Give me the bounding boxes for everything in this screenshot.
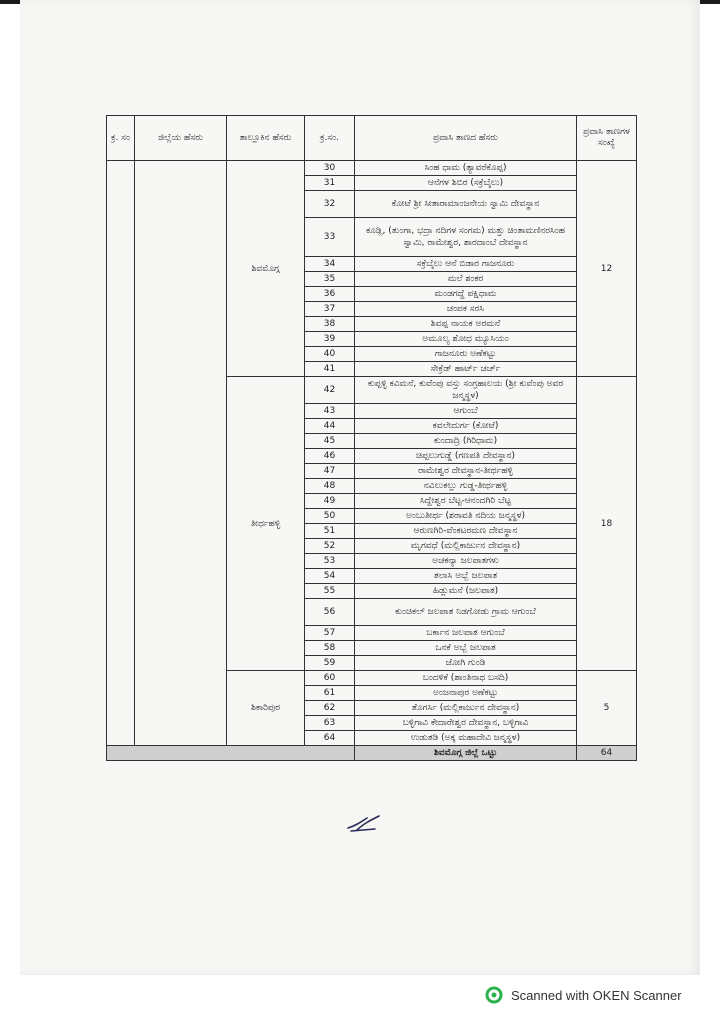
place-name-cell: ಆಗುಂಬೆ (355, 404, 577, 419)
district-cell (135, 161, 227, 746)
item-no-cell: 40 (305, 347, 355, 362)
item-no-cell: 35 (305, 272, 355, 287)
place-name-cell: ಜೋಗಿ ಗುಂಡಿ (355, 656, 577, 671)
item-no-cell: 50 (305, 509, 355, 524)
place-name-cell: ಅಂಜನಾಪುರ ಅಣೆಕಟ್ಟು (355, 686, 577, 701)
item-no-cell: 39 (305, 332, 355, 347)
item-no-cell: 60 (305, 671, 355, 686)
taluk-cell: ಶಿಕಾರಿಪುರ (227, 671, 305, 746)
item-no-cell: 63 (305, 716, 355, 731)
tourist-places-table (106, 115, 637, 761)
item-no-cell: 32 (305, 191, 355, 218)
item-no-cell: 37 (305, 302, 355, 317)
place-name-cell: ಉಡುತಡಿ (ಅಕ್ಕ ಮಹಾದೇವಿ ಜನ್ಮಸ್ಥಳ) (355, 731, 577, 746)
item-no-cell: 45 (305, 434, 355, 449)
total-label-cell: ಶಿವಮೊಗ್ಗ ಜಿಲ್ಲೆ ಒಟ್ಟು (355, 746, 577, 761)
item-no-cell: 57 (305, 626, 355, 641)
place-name-cell: ಸಕ್ರೆಬೈಲು ಆನೆ ಬಿಡಾರ ಗಾಜನೂರು (355, 257, 577, 272)
place-name-cell: ಸೇಕ್ರೆಡ್ ಹಾರ್ಟ್ ಚರ್ಚ್ (355, 362, 577, 377)
total-count-cell: 64 (577, 746, 637, 761)
total-row (107, 746, 637, 761)
place-name-cell: ಕೂಡ್ಲಿ, (ತುಂಗಾ, ಭದ್ರಾ ನದಿಗಳ ಸಂಗಮ) ಮತ್ತು ಚಿಂತಾಮಣಿನರಸಿಂಹ ಸ್ವಾಮಿ, ರಾಮೇಶ್ವರ, ಶಾರದಾಂಬೆ ದೇವಸ್ಥಾನ (355, 218, 577, 257)
item-no-cell: 48 (305, 479, 355, 494)
item-no-cell: 31 (305, 176, 355, 191)
scanner-watermark-text: Scanned with OKEN Scanner (511, 987, 682, 1003)
item-no-cell: 55 (305, 584, 355, 599)
place-name-cell: ಕವಲೇದುರ್ಗ (ಕೋಟೆ) (355, 419, 577, 434)
place-name-cell: ರಾಮೇಶ್ವರ ದೇವಸ್ಥಾನ-ತೀರ್ಥಹಳ್ಳಿ (355, 464, 577, 479)
taluk-count-cell: 12 (577, 161, 637, 377)
item-no-cell: 59 (305, 656, 355, 671)
item-no-cell: 47 (305, 464, 355, 479)
place-name-cell: ಕುಪ್ಪಳ್ಳಿ ಕವಿಮನೆ, ಕುವೆಂಪು ವಸ್ತು ಸಂಗ್ರಹಾಲಯ (ಶ್ರೀ ಕುವೆಂಪು ಅವರ ಜನ್ಮಸ್ಥಳ) (355, 377, 577, 404)
item-no-cell: 58 (305, 641, 355, 656)
place-name-cell: ಕುಂಚಿಕಲ್ ಜಲಪಾತ ನಿಡಗೋಡು ಗ್ರಾಮ ಆಗುಂಬೆ (355, 599, 577, 626)
place-name-cell: ಅಚಕನ್ಯಾ ಜಲಪಾತಗಳು (355, 554, 577, 569)
item-no-cell: 64 (305, 731, 355, 746)
item-no-cell: 52 (305, 539, 355, 554)
item-no-cell: 41 (305, 362, 355, 377)
place-name-cell: ಕೋಟೆ ಶ್ರೀ ಸೀತಾರಾಮಾಂಜನೇಯ ಸ್ವಾಮಿ ದೇವಸ್ಥಾನ (355, 191, 577, 218)
place-name-cell: ಕುಂದಾದ್ರಿ (ಗಿರಿಧಾಮ) (355, 434, 577, 449)
item-no-cell: 34 (305, 257, 355, 272)
place-name-cell: ಅಮೂಲ್ಯ ಶೋಧ ಮ್ಯೂಸಿಯಂ (355, 332, 577, 347)
item-no-cell: 61 (305, 686, 355, 701)
header-place-count: ಪ್ರವಾಸಿ ತಾಣಗಳ ಸಂಖ್ಯೆ (577, 116, 637, 161)
item-no-cell: 62 (305, 701, 355, 716)
item-no-cell: 30 (305, 161, 355, 176)
place-name-cell: ಹಿಡ್ಲುಮನೆ (ಜಲಪಾತ) (355, 584, 577, 599)
taluk-count-cell: 5 (577, 671, 637, 746)
item-no-cell: 54 (305, 569, 355, 584)
place-name-cell: ತಲಾಸಿ ಅಬ್ಬೆ ಜಲಪಾತ (355, 569, 577, 584)
table-row (107, 161, 637, 176)
sl-no-cell (107, 161, 135, 746)
place-name-cell: ಬಂದಳಿಕೆ (ಶಾಂತಿನಾಥ ಬಸದಿ) (355, 671, 577, 686)
item-no-cell: 42 (305, 377, 355, 404)
header-district: ಜಿಲ್ಲೆಯ ಹೆಸರು (135, 116, 227, 161)
place-name-cell: ಸಿಂಹ ಧಾಮ (ತ್ಯಾವರೆಕೊಪ್ಪ) (355, 161, 577, 176)
header-taluk: ತಾಲ್ಲೂಕಿನ ಹೆಸರು (227, 116, 305, 161)
header-item-no: ಕ್ರ.ಸಂ. (305, 116, 355, 161)
total-blank-cell (107, 746, 355, 761)
item-no-cell: 38 (305, 317, 355, 332)
place-name-cell: ತೊಗರ್ಸಿ (ಮಲ್ಲಿಕಾರ್ಜುನ ದೇವಸ್ಥಾನ) (355, 701, 577, 716)
place-name-cell: ಅಂಬುತೀರ್ಥ (ಶರಾವತಿ ನದಿಯ ಜನ್ಮಸ್ಥಳ) (355, 509, 577, 524)
item-no-cell: 51 (305, 524, 355, 539)
oken-logo-icon (485, 986, 503, 1004)
taluk-count-cell: 18 (577, 377, 637, 671)
place-name-cell: ಮಂಡಗದ್ದೆ ಪಕ್ಷಿಧಾಮ (355, 287, 577, 302)
item-no-cell: 56 (305, 599, 355, 626)
header-place-name: ಪ್ರವಾಸಿ ತಾಣದ ಹೆಸರು (355, 116, 577, 161)
place-name-cell: ಸಿದ್ದೇಶ್ವರ ಬೆಟ್ಟ-ಆನಂದಗಿರಿ ಬೆಟ್ಟ (355, 494, 577, 509)
item-no-cell: 33 (305, 218, 355, 257)
item-no-cell: 44 (305, 419, 355, 434)
place-name-cell: ಗಾಜನೂರು ಅಣೆಕಟ್ಟು (355, 347, 577, 362)
place-name-cell: ಚಿಪ್ಪಲುಗುಡ್ಡೆ (ಗಣಪತಿ ದೇವಸ್ಥಾನ) (355, 449, 577, 464)
taluk-cell: ತೀರ್ಥಹಳ್ಳಿ (227, 377, 305, 671)
place-name-cell: ಬರ್ಕಾನ ಜಲಪಾತ ಆಗುಂಬೆ (355, 626, 577, 641)
place-name-cell: ಮಲೆ ಶಂಕರ (355, 272, 577, 287)
item-no-cell: 46 (305, 449, 355, 464)
header-sl-no: ಕ್ರ. ಸಂ (107, 116, 135, 161)
item-no-cell: 49 (305, 494, 355, 509)
place-name-cell: ಬಳ್ಳಿಗಾವಿ ಕೇದಾರೇಶ್ವರ ದೇವಸ್ಥಾನ, ಬಳ್ಳಿಗಾವಿ (355, 716, 577, 731)
item-no-cell: 53 (305, 554, 355, 569)
place-name-cell: ಶಿವಪ್ಪ ನಾಯಕ ಅರಮನೆ (355, 317, 577, 332)
place-name-cell: ಮೃಗವಧೆ (ಮಲ್ಲಿಕಾರ್ಜುನ ದೇವಸ್ಥಾನ) (355, 539, 577, 554)
place-name-cell: ಒನಕೆ ಅಬ್ಬೆ ಜಲಪಾತ (355, 641, 577, 656)
signature (345, 810, 385, 834)
place-name-cell: ಚಂಪಕ ಸರಸಿ (355, 302, 577, 317)
scanner-watermark (485, 985, 682, 1005)
taluk-cell: ಶಿವಮೊಗ್ಗ (227, 161, 305, 377)
place-name-cell: ಆನೆಗಳ ಶಿಬಿರ (ಸಕ್ರೆಬೈಲು) (355, 176, 577, 191)
item-no-cell: 36 (305, 287, 355, 302)
place-name-cell: ಆರುಣಗಿರಿ-ವೆಂಕಟರಮಣ ದೇವಸ್ಥಾನ (355, 524, 577, 539)
item-no-cell: 43 (305, 404, 355, 419)
table-body (107, 161, 637, 761)
header-row (107, 116, 637, 161)
place-name-cell: ನವಿಲುಕಲ್ಲು ಗುಡ್ಡ-ತೀರ್ಥಹಳ್ಳಿ (355, 479, 577, 494)
